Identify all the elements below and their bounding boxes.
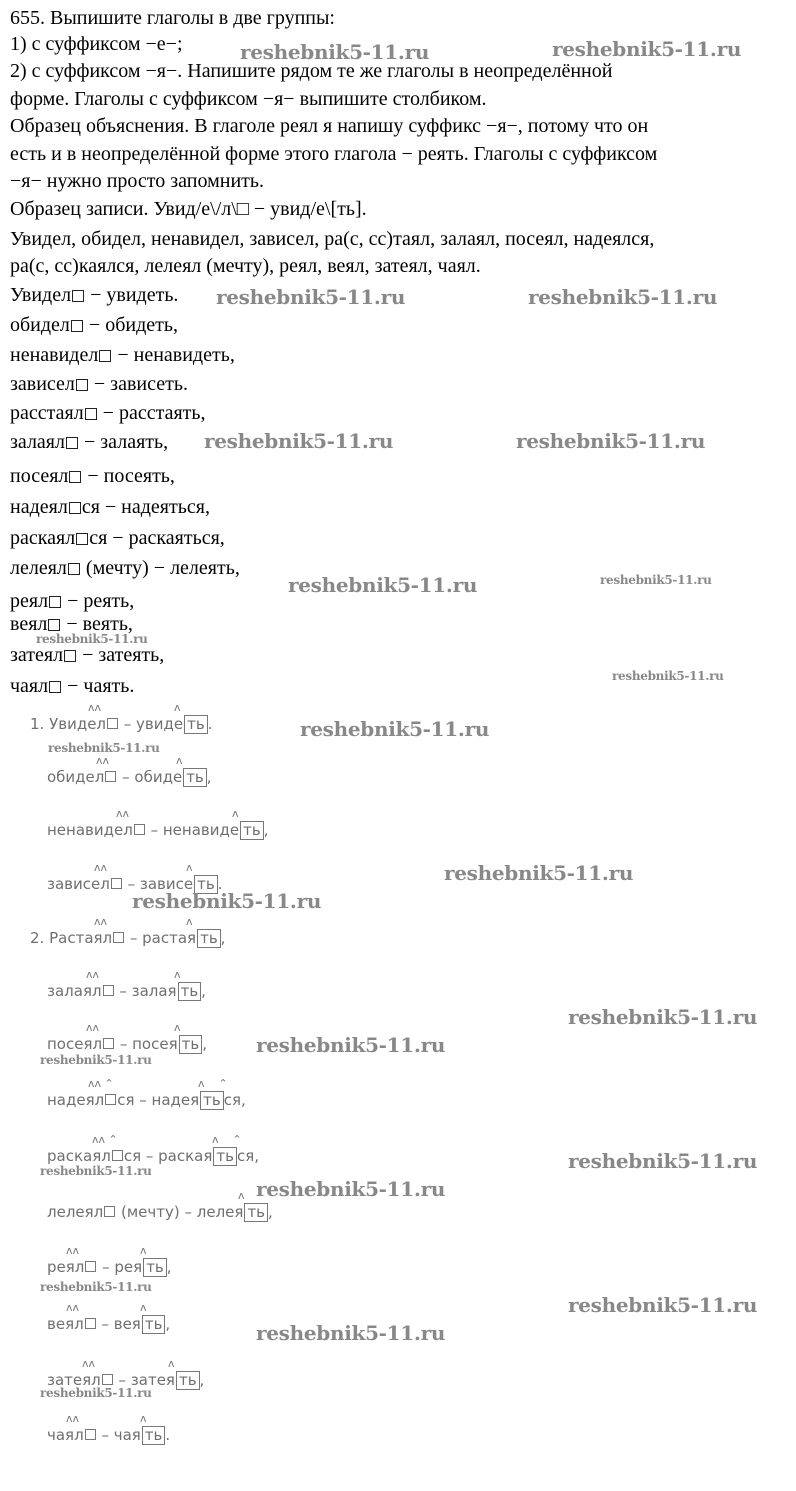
list-item: посеял – посея ть , bbox=[47, 1035, 207, 1053]
ending-box bbox=[66, 437, 78, 449]
suffix-mark-icon: ʌ bbox=[168, 1357, 175, 1370]
ending-box bbox=[64, 650, 76, 662]
watermark: reshebnik5-11.ru bbox=[40, 1386, 152, 1400]
watermark: reshebnik5-11.ru bbox=[40, 1164, 152, 1178]
suffix-mark-icon: ʌ bbox=[174, 1021, 181, 1034]
suffix-mark-icon: ʌʌ bbox=[82, 1357, 96, 1370]
exercise-line: ра(с, сс)каялся, лелеял (мечту), реял, веял, затеял, чаял. bbox=[10, 255, 481, 277]
exercise-line: Увидел, обидел, ненавидел, зависел, ра(с, сс)таял, залаял, посеял, надеялся, bbox=[10, 228, 655, 250]
list-item: расстаял − расстаять, bbox=[10, 402, 206, 424]
suffix-mark-icon: ʌʌ ⌃ bbox=[92, 1133, 118, 1146]
list-item: зависел − зависеть. bbox=[10, 373, 188, 395]
watermark: reshebnik5-11.ru bbox=[444, 861, 634, 885]
list-item: чаял − чаять. bbox=[10, 675, 135, 697]
suffix-mark-icon: ʌ bbox=[140, 1301, 147, 1314]
list-item: ненавидел – ненавиде ть , bbox=[47, 821, 269, 839]
suffix-mark-icon: ʌ bbox=[174, 701, 181, 714]
suffix-mark-icon: ʌʌ bbox=[86, 968, 100, 981]
watermark: reshebnik5-11.ru bbox=[204, 429, 394, 453]
watermark: reshebnik5-11.ru bbox=[568, 1293, 758, 1317]
suffix-mark-icon: ʌ ⌃ bbox=[212, 1133, 242, 1146]
list-item: веял – вея ть , bbox=[47, 1315, 171, 1333]
watermark: reshebnik5-11.ru bbox=[600, 573, 712, 587]
exercise-line: форме. Глаголы с суффиксом −я− выпишите столбиком. bbox=[10, 88, 487, 110]
list-item: 1. Увидел – увиде ть . bbox=[30, 715, 213, 733]
suffix-mark-icon: ʌʌ bbox=[96, 754, 110, 767]
list-item: веял − веять, bbox=[10, 613, 133, 635]
ending-box bbox=[69, 502, 81, 514]
list-item: надеял ся – надея ть ся, bbox=[47, 1091, 246, 1109]
ending-box bbox=[76, 379, 88, 391]
ending-box bbox=[48, 619, 60, 631]
watermark: reshebnik5-11.ru bbox=[612, 669, 724, 683]
ending-box bbox=[49, 596, 61, 608]
list-item: раскаял ся – раская ть ся, bbox=[47, 1147, 260, 1165]
list-item: затеял − затеять, bbox=[10, 644, 165, 666]
list-item: обидел – обиде ть , bbox=[47, 768, 212, 786]
list-item: ненавидел − ненавидеть, bbox=[10, 344, 235, 366]
watermark: reshebnik5-11.ru bbox=[568, 1149, 758, 1173]
suffix-mark-icon: ʌʌ bbox=[66, 1412, 80, 1425]
list-item: надеял ся − надеяться, bbox=[10, 496, 210, 518]
watermark: reshebnik5-11.ru bbox=[240, 40, 430, 64]
list-item: зависел – зависе ть . bbox=[47, 875, 223, 893]
ending-box bbox=[72, 290, 84, 302]
watermark: reshebnik5-11.ru bbox=[256, 1321, 446, 1345]
list-item: залаял − залаять, bbox=[10, 431, 169, 453]
list-item: залаял – залая ть , bbox=[47, 982, 206, 1000]
suffix-mark-icon: ʌʌ bbox=[86, 1021, 100, 1034]
watermark: reshebnik5-11.ru bbox=[552, 37, 742, 61]
list-item: посеял − посеять, bbox=[10, 465, 175, 487]
watermark: reshebnik5-11.ru bbox=[48, 741, 160, 755]
suffix-mark-icon: ʌ bbox=[174, 968, 181, 981]
watermark: reshebnik5-11.ru bbox=[132, 889, 322, 913]
watermark: reshebnik5-11.ru bbox=[40, 1053, 152, 1067]
ending-box bbox=[69, 471, 81, 483]
watermark: reshebnik5-11.ru bbox=[528, 285, 718, 309]
list-item: обидел − обидеть, bbox=[10, 314, 178, 336]
exercise-line: есть и в неопределённой форме этого глагола − реять. Глаголы с суффиксом bbox=[10, 143, 658, 165]
suffix-mark-icon: ʌʌ bbox=[94, 915, 108, 928]
list-item: чаял – чая ть . bbox=[47, 1426, 171, 1444]
watermark: reshebnik5-11.ru bbox=[516, 429, 706, 453]
list-item: реял − реять, bbox=[10, 590, 135, 612]
watermark: reshebnik5-11.ru bbox=[300, 717, 490, 741]
exercise-line: Образец записи. Увид/е\/л\□ − увид/е\[ть]. bbox=[10, 198, 367, 220]
suffix-mark-icon: ʌʌ ⌃ bbox=[88, 1077, 114, 1090]
exercise-line: Образец объяснения. В глаголе реял я напишу суффикс −я−, потому что он bbox=[10, 115, 649, 137]
list-item: реял – рея ть , bbox=[47, 1258, 172, 1276]
suffix-mark-icon: ʌʌ bbox=[88, 701, 102, 714]
ending-box bbox=[76, 533, 88, 545]
suffix-mark-icon: ʌ bbox=[186, 915, 193, 928]
watermark: reshebnik5-11.ru bbox=[216, 285, 406, 309]
list-item: затеял – затея ть , bbox=[47, 1371, 205, 1389]
suffix-mark-icon: ʌ bbox=[140, 1412, 147, 1425]
watermark: reshebnik5-11.ru bbox=[568, 1005, 758, 1029]
suffix-mark-icon: ʌ bbox=[186, 861, 193, 874]
watermark: reshebnik5-11.ru bbox=[40, 1280, 152, 1294]
ending-box bbox=[68, 563, 80, 575]
watermark: reshebnik5-11.ru bbox=[256, 1033, 446, 1057]
ending-box bbox=[99, 350, 111, 362]
suffix-mark-icon: ʌ bbox=[140, 1244, 147, 1257]
suffix-mark-icon: ʌʌ bbox=[116, 807, 130, 820]
suffix-mark-icon: ʌ bbox=[238, 1189, 245, 1202]
list-item: раскаял ся − раскаяться, bbox=[10, 527, 225, 549]
suffix-mark-icon: ʌ bbox=[176, 754, 183, 767]
ending-box bbox=[71, 320, 83, 332]
suffix-mark-icon: ʌʌ bbox=[66, 1244, 80, 1257]
list-item: лелеял (мечту) – лелея ть , bbox=[47, 1203, 273, 1221]
list-item: 2. Растаял – растая ть , bbox=[30, 929, 226, 947]
watermark: reshebnik5-11.ru bbox=[256, 1177, 446, 1201]
exercise-line: 1) с суффиксом −е−; bbox=[10, 33, 183, 55]
exercise-line: −я− нужно просто запомнить. bbox=[10, 170, 265, 192]
ending-box bbox=[49, 681, 61, 693]
exercise-line: 655. Выпишите глаголы в две группы: bbox=[10, 7, 335, 29]
watermark: reshebnik5-11.ru bbox=[36, 632, 148, 646]
list-item: Увидел − увидеть. bbox=[10, 284, 179, 306]
suffix-mark-icon: ʌ ⌃ bbox=[198, 1077, 228, 1090]
watermark: reshebnik5-11.ru bbox=[288, 573, 478, 597]
suffix-mark-icon: ʌʌ bbox=[66, 1301, 80, 1314]
list-item: лелеял (мечту) − лелеять, bbox=[10, 557, 240, 579]
suffix-mark-icon: ʌʌ bbox=[94, 861, 108, 874]
suffix-mark-icon: ʌ bbox=[232, 807, 239, 820]
exercise-line: 2) с суффиксом −я−. Напишите рядом те же глаголы в неопределённой bbox=[10, 60, 613, 82]
ending-box bbox=[85, 408, 97, 420]
